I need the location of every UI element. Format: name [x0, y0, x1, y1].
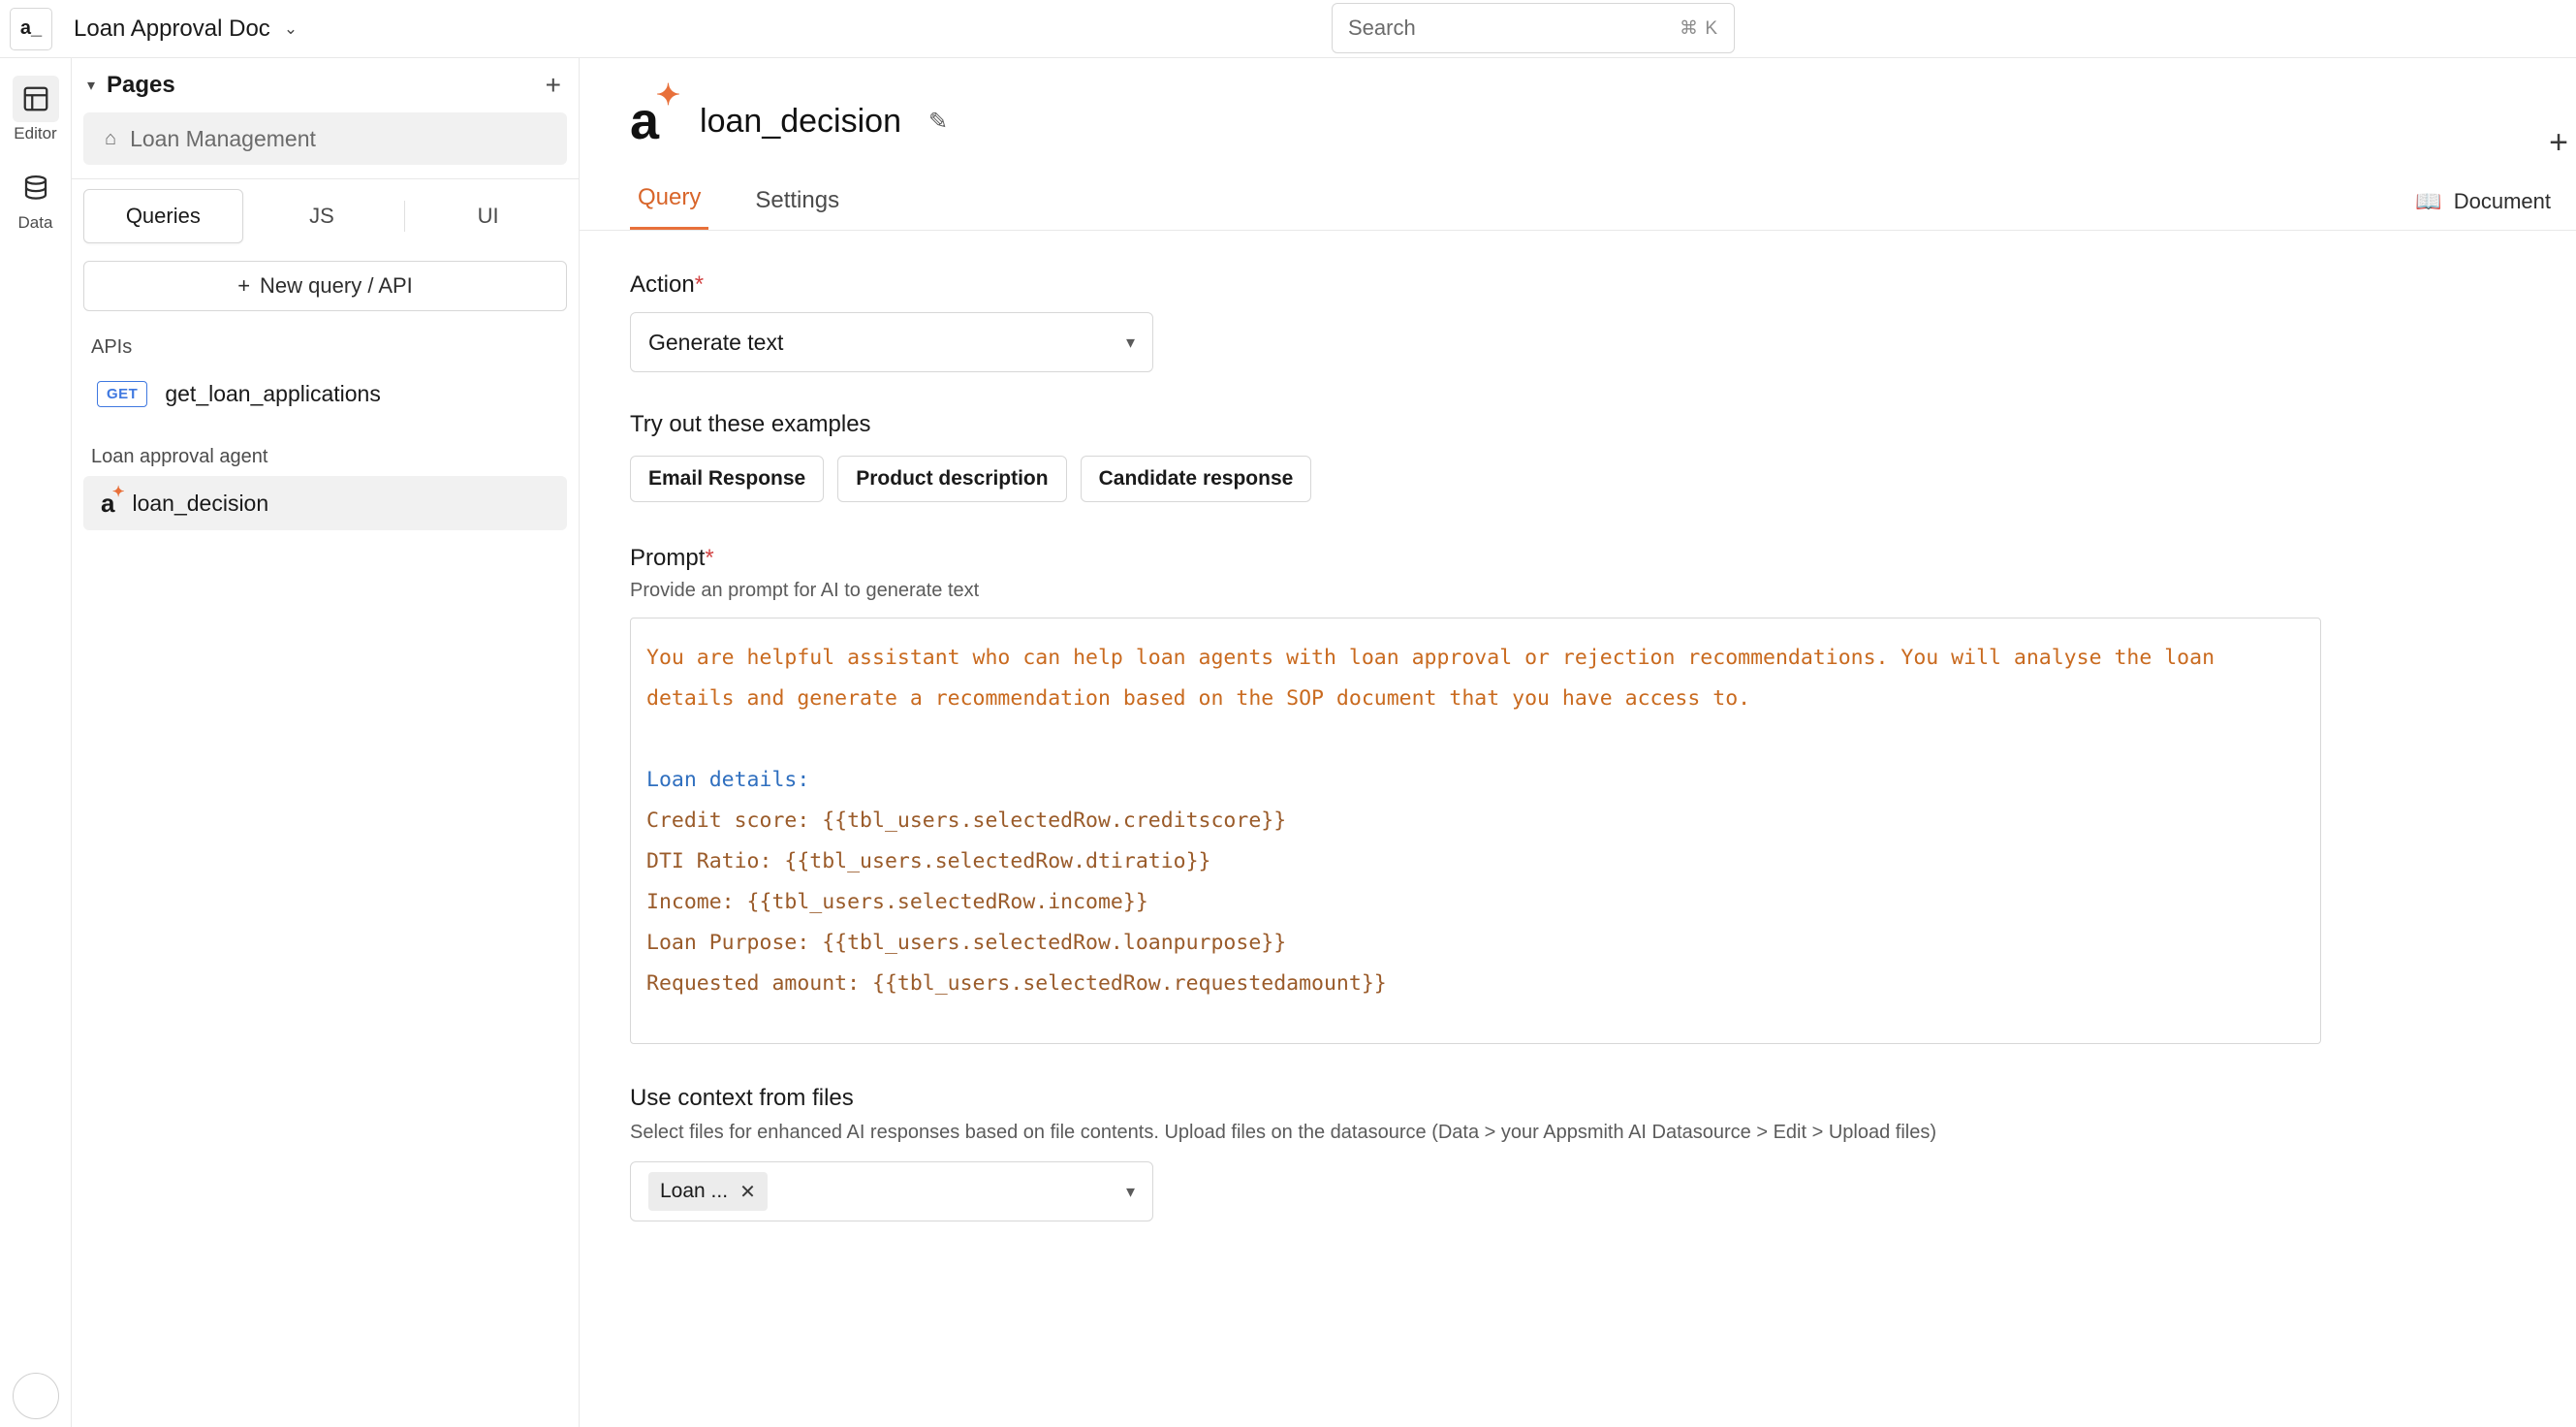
- left-rail: [0, 58, 72, 1427]
- appsmith-ai-icon: [630, 79, 681, 150]
- book-icon: 📖: [2415, 189, 2442, 213]
- top-bar: [0, 0, 2576, 58]
- database-icon: [13, 165, 59, 211]
- prompt-helper-text: Provide an prompt for AI to generate text: [630, 580, 980, 601]
- action-select[interactable]: [630, 312, 1153, 372]
- editor-icon: [13, 76, 59, 122]
- query-header: [580, 58, 2576, 150]
- required-marker: *: [705, 545, 714, 571]
- pencil-icon[interactable]: ✎: [927, 108, 949, 135]
- home-icon: ⌂: [105, 127, 117, 149]
- page-title: loan_decision: [700, 102, 901, 140]
- chevron-down-icon: ▾: [1125, 332, 1135, 352]
- examples-label: Try out these examples: [630, 411, 871, 437]
- new-query-label: New query / API: [260, 273, 413, 298]
- action-label: [630, 271, 2576, 299]
- documentation-label: Document: [2453, 189, 2551, 213]
- rail-item-data[interactable]: [5, 165, 67, 233]
- chevron-down-icon[interactable]: ▾: [87, 78, 96, 94]
- appsmith-logo[interactable]: a_: [10, 8, 52, 50]
- ai-logo-letter: a: [630, 92, 660, 150]
- query-pane: [580, 58, 2576, 1427]
- close-icon[interactable]: ✕: [739, 1181, 756, 1203]
- sparkle-icon: ✦: [655, 79, 681, 111]
- example-chip-product-description[interactable]: Product description: [837, 456, 1066, 502]
- tab-query[interactable]: Query: [630, 184, 708, 230]
- context-file-tag[interactable]: [648, 1172, 768, 1211]
- tab-separator: [404, 201, 405, 232]
- action-select-value: Generate text: [648, 329, 784, 355]
- context-files-select[interactable]: [630, 1161, 1153, 1221]
- prompt-line-0: You are helpful assistant who can help loan agents with loan approval or rejection recommendations. You will analyse the loan details and generate a recommendation based on the SOP document that you have access to.: [646, 646, 2227, 711]
- entity-sidebar: [72, 58, 580, 1427]
- search-input[interactable]: [1332, 3, 1735, 53]
- prompt-editor[interactable]: [630, 618, 2321, 1044]
- prompt-label: [630, 545, 2576, 572]
- rail-label-editor: Editor: [14, 124, 57, 143]
- pages-title: Pages: [107, 72, 175, 98]
- context-file-name: Loan ...: [660, 1180, 729, 1202]
- prompt-line-4: DTI Ratio: {{tbl_users.selectedRow.dtiratio}}: [646, 849, 1211, 873]
- group-label-apis: APIs: [91, 336, 133, 358]
- chevron-down-icon: ▾: [1125, 1181, 1135, 1201]
- chevron-down-icon[interactable]: ⌄: [283, 18, 298, 38]
- add-page-button[interactable]: +: [545, 70, 561, 100]
- tab-js[interactable]: JS: [309, 204, 334, 228]
- entity-name: loan_decision: [132, 490, 269, 516]
- documentation-link[interactable]: [2415, 189, 2551, 214]
- query-tabs: [580, 176, 2576, 231]
- sidebar-item-loan-decision[interactable]: [83, 476, 567, 530]
- add-widget-icon[interactable]: +: [2549, 124, 2568, 161]
- tab-queries[interactable]: Queries: [83, 189, 243, 243]
- page-label: Loan Management: [130, 125, 316, 151]
- avatar[interactable]: [13, 1373, 59, 1419]
- tab-settings[interactable]: Settings: [755, 187, 840, 213]
- examples-chips: [630, 456, 2576, 502]
- pages-header: [72, 58, 579, 112]
- document-title: Loan Approval Doc: [74, 15, 270, 42]
- divider: [72, 178, 579, 179]
- prompt-line-2: Loan details:: [646, 768, 810, 792]
- tab-ui[interactable]: UI: [477, 204, 499, 228]
- sidebar-item-get-loan-applications[interactable]: [83, 366, 567, 421]
- prompt-line-6: Loan Purpose: {{tbl_users.selectedRow.loanpurpose}}: [646, 931, 1287, 955]
- context-helper-text: Select files for enhanced AI responses based on file contents. Upload files on the datasource (Data > your Appsmith AI Datasource > Edit > Upload files): [630, 1122, 1937, 1143]
- example-chip-candidate-response[interactable]: Candidate response: [1081, 456, 1312, 502]
- required-marker: *: [694, 271, 705, 298]
- rail-label-data: Data: [17, 213, 53, 232]
- search-placeholder: Search: [1348, 16, 1416, 40]
- entity-name: get_loan_applications: [165, 380, 381, 406]
- rail-item-editor[interactable]: [5, 76, 67, 143]
- query-form: [580, 231, 2576, 1221]
- search-shortcut: ⌘ K: [1680, 17, 1718, 39]
- prompt-label-text: Prompt: [630, 545, 706, 571]
- appsmith-ai-icon: a ✦: [101, 483, 125, 518]
- sidebar-tabs: [72, 189, 579, 243]
- method-badge-get: GET: [97, 381, 147, 407]
- group-label-loan-approval-agent: Loan approval agent: [91, 446, 268, 467]
- context-label: Use context from files: [630, 1085, 854, 1111]
- prompt-line-5: Income: {{tbl_users.selectedRow.income}}: [646, 890, 1148, 914]
- prompt-line-7: Requested amount: {{tbl_users.selectedRow.requestedamount}}: [646, 971, 1387, 996]
- new-query-button[interactable]: [83, 261, 567, 311]
- plus-icon: +: [237, 273, 251, 298]
- example-chip-email-response[interactable]: Email Response: [630, 456, 824, 502]
- action-label-text: Action: [630, 271, 695, 298]
- sidebar-item-loan-management[interactable]: [83, 112, 567, 165]
- prompt-line-3: Credit score: {{tbl_users.selectedRow.creditscore}}: [646, 809, 1287, 833]
